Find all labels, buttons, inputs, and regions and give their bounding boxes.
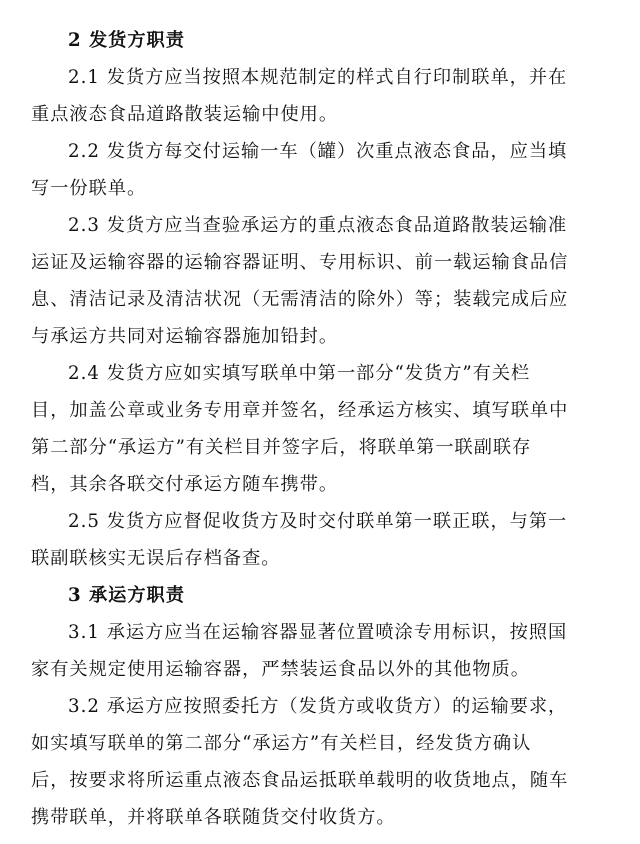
paragraph-line: 2.1 发货方应当按照本规范制定的样式自行印制联单，并在 <box>68 67 568 88</box>
paragraph-line: 3.1 承运方应当在运输容器显著位置喷涂专用标识，按照国 <box>68 622 568 643</box>
paragraph-line: 如实填写联单的第二部分“承运方”有关栏目，经发货方确认 <box>31 733 532 754</box>
paragraph-line: 档，其余各联交付承运方随车携带。 <box>31 474 339 495</box>
paragraph-line: 写一份联单。 <box>31 178 147 199</box>
clause-2-4 <box>31 355 610 503</box>
paragraph-line: 2.5 发货方应督促收货方及时交付联单第一联正联，与第一 <box>68 511 568 532</box>
paragraph-line: 第二部分“承运方”有关栏目并签字后，将联单第一联副联存 <box>31 437 532 458</box>
paragraph-line: 重点液态食品道路散装运输中使用。 <box>31 104 339 125</box>
paragraph-line: 携带联单，并将联单各联随货交付收货方。 <box>31 807 396 828</box>
paragraph-line: 息、清洁记录及清洁状况（无需清洁的除外）等；装载完成后应 <box>31 289 569 310</box>
paragraph-line: 联副联核实无误后存档备查。 <box>31 548 281 569</box>
paragraph-line: 目，加盖公章或业务专用章并签名，经承运方核实、填写联单中 <box>31 400 569 421</box>
clause-2-1 <box>31 59 610 133</box>
clause-3-2 <box>31 688 610 836</box>
paragraph-line: 2.2 发货方每交付运输一车（罐）次重点液态食品，应当填 <box>68 141 568 162</box>
heading-line: 2 发货方职责 <box>68 30 185 51</box>
section-heading-2 <box>31 22 610 59</box>
paragraph-line: 与承运方共同对运输容器施加铅封。 <box>31 326 339 347</box>
paragraph-line: 3.2 承运方应按照委托方（发货方或收货方）的运输要求， <box>68 696 568 717</box>
paragraph-line: 2.4 发货方应如实填写联单中第一部分“发货方”有关栏 <box>68 363 531 384</box>
paragraph-line: 运证及运输容器的运输容器证明、专用标识、前一载运输食品信 <box>31 252 569 273</box>
clause-2-3 <box>31 207 610 355</box>
clause-2-2 <box>31 133 610 207</box>
clause-3-1 <box>31 614 610 688</box>
paragraph-line: 后，按要求将所运重点液态食品运抵联单载明的收货地点，随车 <box>31 770 569 791</box>
paragraph-line: 家有关规定使用运输容器，严禁装运食品以外的其他物质。 <box>31 659 530 680</box>
heading-line: 3 承运方职责 <box>68 585 185 606</box>
paragraph-line: 2.3 发货方应当查验承运方的重点液态食品道路散装运输准 <box>68 215 568 236</box>
section-heading-3 <box>31 577 610 614</box>
clause-2-5 <box>31 503 610 577</box>
